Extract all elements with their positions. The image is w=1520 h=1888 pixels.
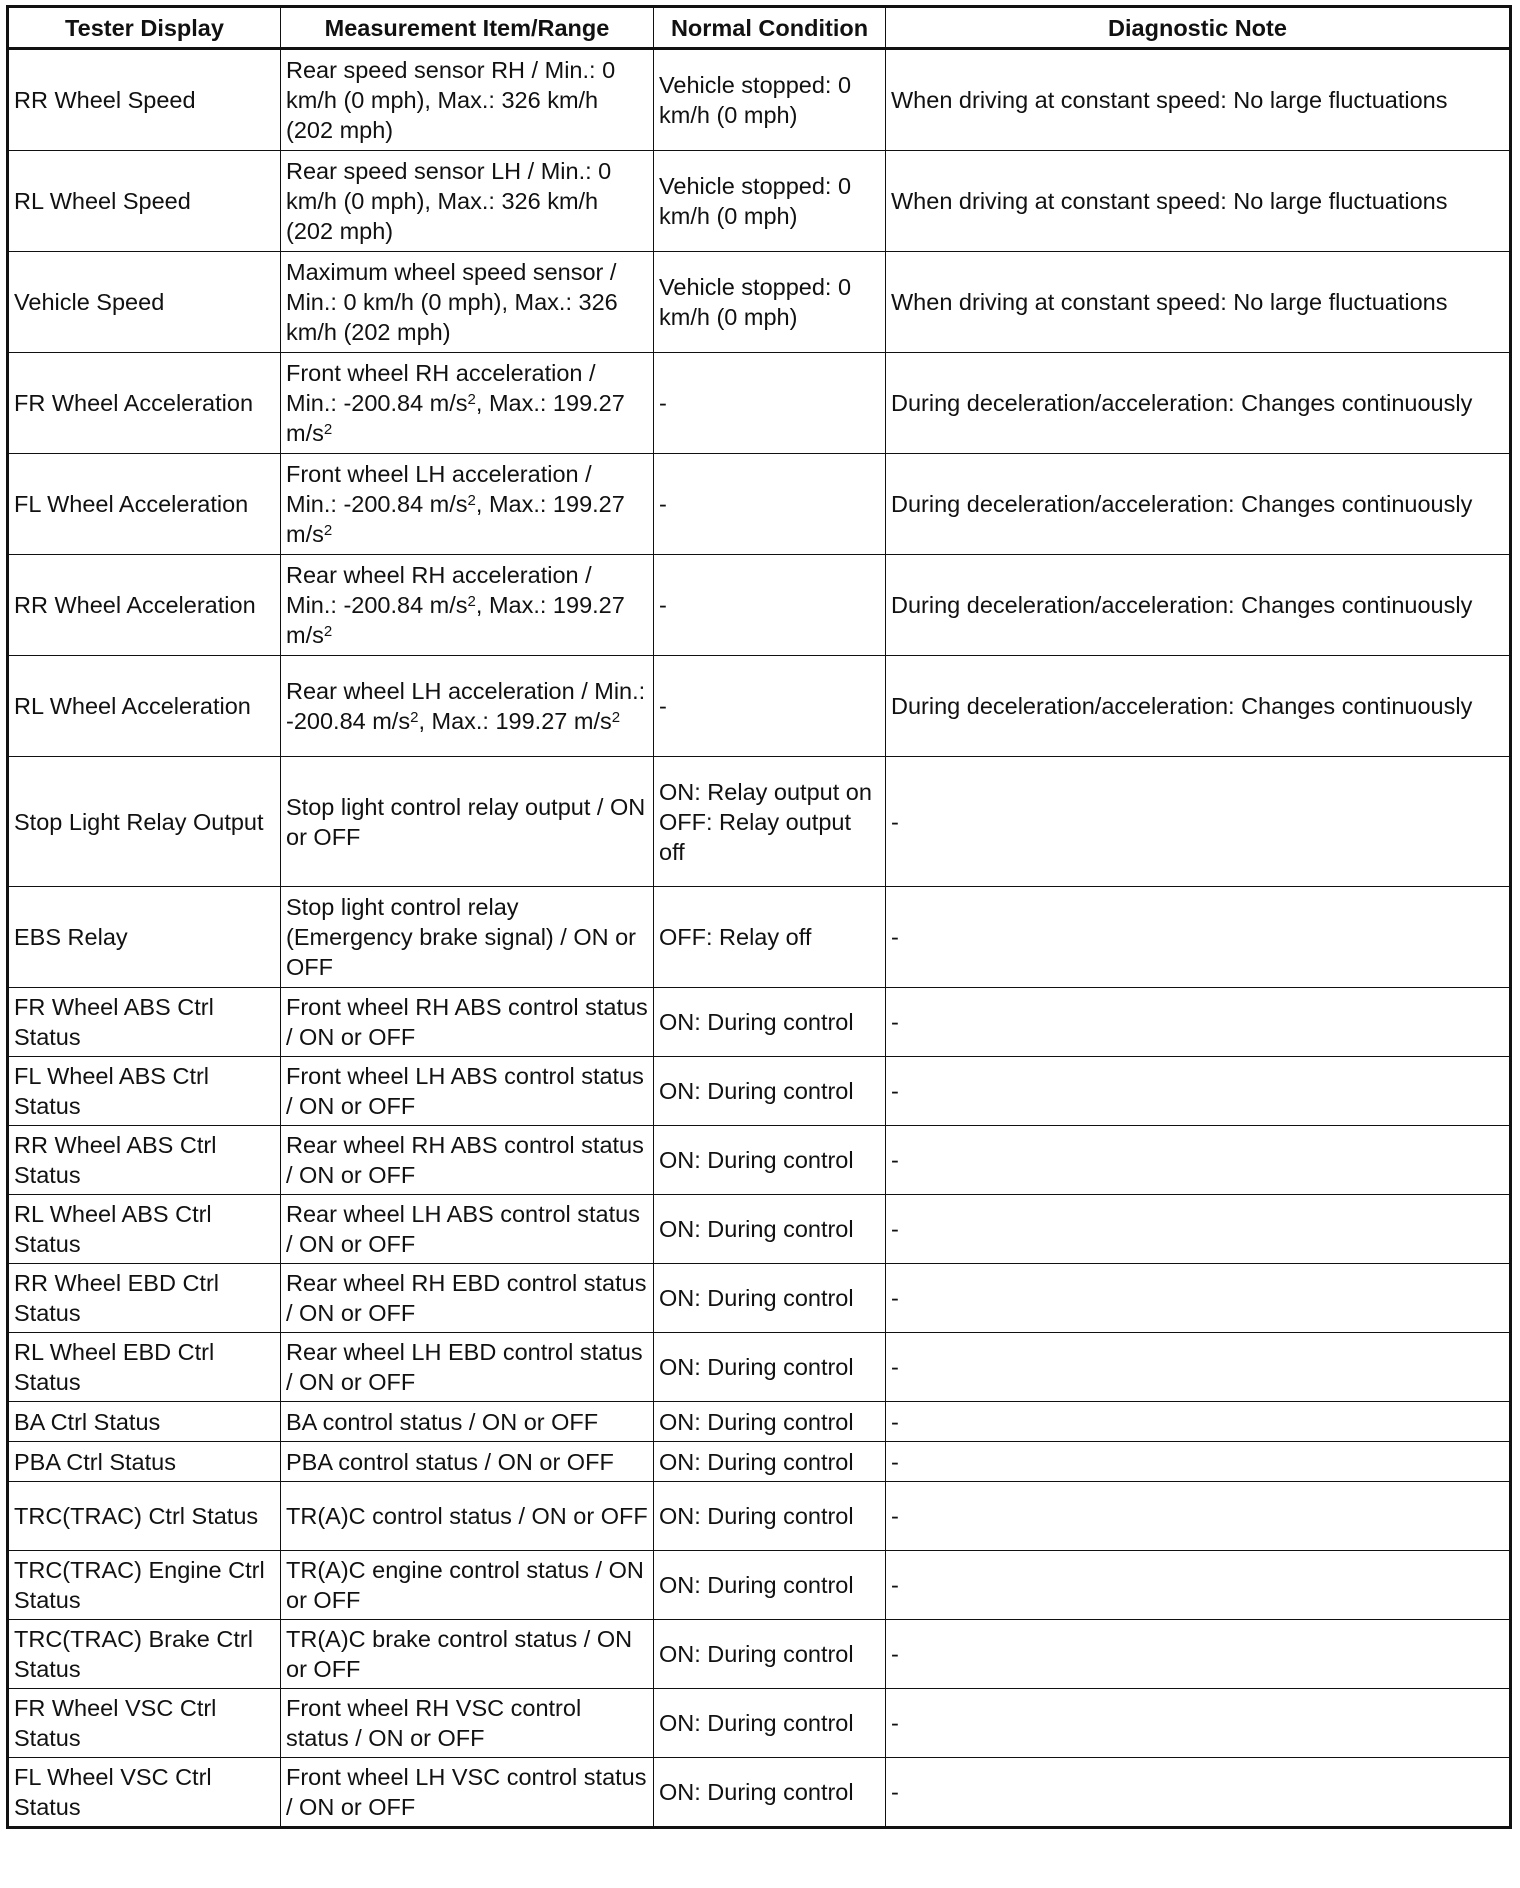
cell-measurement-range: Front wheel RH VSC control status / ON or OFF (281, 1689, 654, 1758)
cell-normal-condition: - (654, 353, 886, 454)
cell-normal-condition: ON: During control (654, 1126, 886, 1195)
table-row (8, 454, 1511, 555)
cell-measurement-range: Rear speed sensor RH / Min.: 0 km/h (0 mph), Max.: 326 km/h (202 mph) (281, 49, 654, 151)
cell-normal-condition: Vehicle stopped: 0 km/h (0 mph) (654, 252, 886, 353)
cell-measurement-range: Stop light control relay (Emergency brake signal) / ON or OFF (281, 887, 654, 988)
cell-tester-display: Vehicle Speed (8, 252, 281, 353)
cell-diagnostic-note: - (886, 1402, 1511, 1442)
table-row (8, 1402, 1511, 1442)
cell-normal-condition: - (654, 555, 886, 656)
cell-diagnostic-note: - (886, 887, 1511, 988)
cell-diagnostic-note: When driving at constant speed: No large fluctuations (886, 151, 1511, 252)
range-text-max: , Max.: 199.27 m/s (286, 491, 625, 547)
cell-tester-display: TRC(TRAC) Engine Ctrl Status (8, 1551, 281, 1620)
cell-tester-display: RL Wheel Speed (8, 151, 281, 252)
unit-exponent: 2 (410, 709, 419, 726)
cell-tester-display: RL Wheel Acceleration (8, 656, 281, 757)
cell-diagnostic-note: During deceleration/acceleration: Changes continuously (886, 454, 1511, 555)
cell-diagnostic-note: During deceleration/acceleration: Changes continuously (886, 353, 1511, 454)
table-header-row (8, 7, 1511, 49)
cell-tester-display: BA Ctrl Status (8, 1402, 281, 1442)
cell-normal-condition: - (654, 656, 886, 757)
cell-diagnostic-note: When driving at constant speed: No large fluctuations (886, 252, 1511, 353)
cell-normal-condition: Vehicle stopped: 0 km/h (0 mph) (654, 151, 886, 252)
cell-tester-display: RR Wheel Acceleration (8, 555, 281, 656)
cell-measurement-range (281, 353, 654, 454)
cell-diagnostic-note: During deceleration/acceleration: Changes continuously (886, 656, 1511, 757)
normal-condition-line: OFF: Relay output off (659, 808, 851, 865)
cell-measurement-range: Front wheel LH VSC control status / ON or OFF (281, 1758, 654, 1828)
table-row (8, 1758, 1511, 1828)
cell-measurement-range: Rear wheel RH ABS control status / ON or OFF (281, 1126, 654, 1195)
cell-measurement-range (281, 656, 654, 757)
table-row (8, 1620, 1511, 1689)
table-row (8, 1551, 1511, 1620)
cell-measurement-range: TR(A)C brake control status / ON or OFF (281, 1620, 654, 1689)
data-list-table (6, 5, 1512, 1829)
cell-diagnostic-note: When driving at constant speed: No large fluctuations (886, 49, 1511, 151)
cell-normal-condition: ON: During control (654, 1758, 886, 1828)
table-row (8, 887, 1511, 988)
cell-tester-display: TRC(TRAC) Ctrl Status (8, 1482, 281, 1551)
range-text-max: , Max.: 199.27 m/s (286, 390, 625, 446)
cell-normal-condition: - (654, 454, 886, 555)
cell-tester-display: RR Wheel ABS Ctrl Status (8, 1126, 281, 1195)
cell-tester-display: PBA Ctrl Status (8, 1442, 281, 1482)
unit-exponent: 2 (323, 522, 333, 539)
table-body (8, 49, 1511, 1828)
cell-tester-display: FL Wheel Acceleration (8, 454, 281, 555)
table-row (8, 1057, 1511, 1126)
cell-normal-condition: ON: During control (654, 1264, 886, 1333)
header-diagnostic-note: Diagnostic Note (886, 7, 1511, 49)
cell-tester-display: EBS Relay (8, 887, 281, 988)
header-measurement-item-range: Measurement Item/Range (281, 7, 654, 49)
table-row (8, 252, 1511, 353)
cell-normal-condition: ON: During control (654, 1442, 886, 1482)
table-row (8, 757, 1511, 887)
range-text-min: Front wheel RH acceleration / Min.: -200.84 m/s (286, 360, 596, 416)
cell-diagnostic-note: - (886, 1482, 1511, 1551)
cell-measurement-range: Rear wheel LH EBD control status / ON or OFF (281, 1333, 654, 1402)
unit-exponent: 2 (467, 391, 476, 408)
cell-normal-condition: ON: During control (654, 1482, 886, 1551)
table-row (8, 1126, 1511, 1195)
table-row (8, 555, 1511, 656)
cell-diagnostic-note: - (886, 1057, 1511, 1126)
cell-tester-display: FL Wheel VSC Ctrl Status (8, 1758, 281, 1828)
cell-tester-display: RR Wheel EBD Ctrl Status (8, 1264, 281, 1333)
cell-normal-condition: ON: During control (654, 1620, 886, 1689)
cell-diagnostic-note: - (886, 757, 1511, 887)
header-tester-display: Tester Display (8, 7, 281, 49)
unit-exponent: 2 (611, 709, 621, 726)
table-row (8, 353, 1511, 454)
cell-diagnostic-note: - (886, 1333, 1511, 1402)
table-row (8, 1264, 1511, 1333)
cell-diagnostic-note: - (886, 1442, 1511, 1482)
cell-tester-display: RL Wheel ABS Ctrl Status (8, 1195, 281, 1264)
range-text-max: , Max.: 199.27 m/s (418, 708, 612, 734)
table-row (8, 1689, 1511, 1758)
cell-measurement-range: Rear wheel LH ABS control status / ON or OFF (281, 1195, 654, 1264)
cell-normal-condition: ON: During control (654, 1195, 886, 1264)
cell-diagnostic-note: - (886, 988, 1511, 1057)
cell-measurement-range (281, 454, 654, 555)
cell-tester-display: Stop Light Relay Output (8, 757, 281, 887)
cell-measurement-range: BA control status / ON or OFF (281, 1402, 654, 1442)
cell-normal-condition: ON: During control (654, 988, 886, 1057)
cell-diagnostic-note: - (886, 1195, 1511, 1264)
table-row (8, 151, 1511, 252)
cell-measurement-range: TR(A)C control status / ON or OFF (281, 1482, 654, 1551)
cell-measurement-range: Maximum wheel speed sensor / Min.: 0 km/h (0 mph), Max.: 326 km/h (202 mph) (281, 252, 654, 353)
cell-tester-display: FR Wheel Acceleration (8, 353, 281, 454)
cell-normal-condition: Vehicle stopped: 0 km/h (0 mph) (654, 49, 886, 151)
cell-tester-display: FR Wheel VSC Ctrl Status (8, 1689, 281, 1758)
cell-diagnostic-note: During deceleration/acceleration: Changes continuously (886, 555, 1511, 656)
unit-exponent: 2 (323, 623, 333, 640)
cell-normal-condition: ON: During control (654, 1057, 886, 1126)
table-row (8, 1333, 1511, 1402)
table-row (8, 656, 1511, 757)
cell-measurement-range: Rear wheel RH EBD control status / ON or OFF (281, 1264, 654, 1333)
table-row (8, 1442, 1511, 1482)
unit-exponent: 2 (467, 593, 476, 610)
cell-diagnostic-note: - (886, 1264, 1511, 1333)
cell-normal-condition: OFF: Relay off (654, 887, 886, 988)
cell-measurement-range (281, 555, 654, 656)
cell-normal-condition: ON: During control (654, 1402, 886, 1442)
range-text-min: Rear wheel RH acceleration / Min.: -200.84 m/s (286, 562, 592, 618)
cell-measurement-range: Front wheel LH ABS control status / ON or OFF (281, 1057, 654, 1126)
table-row (8, 988, 1511, 1057)
unit-exponent: 2 (467, 492, 476, 509)
cell-normal-condition: ON: During control (654, 1689, 886, 1758)
cell-diagnostic-note: - (886, 1758, 1511, 1828)
table-row (8, 49, 1511, 151)
cell-diagnostic-note: - (886, 1551, 1511, 1620)
cell-diagnostic-note: - (886, 1689, 1511, 1758)
table-row (8, 1482, 1511, 1551)
cell-measurement-range: PBA control status / ON or OFF (281, 1442, 654, 1482)
cell-measurement-range: Stop light control relay output / ON or OFF (281, 757, 654, 887)
range-text-min: Rear wheel LH acceleration / Min.: -200.84 m/s (286, 678, 646, 734)
cell-normal-condition (654, 757, 886, 887)
normal-condition-line: ON: Relay output on (659, 778, 872, 805)
cell-normal-condition: ON: During control (654, 1551, 886, 1620)
cell-tester-display: FR Wheel ABS Ctrl Status (8, 988, 281, 1057)
range-text-min: Front wheel LH acceleration / Min.: -200.84 m/s (286, 461, 592, 517)
cell-measurement-range: TR(A)C engine control status / ON or OFF (281, 1551, 654, 1620)
cell-measurement-range: Front wheel RH ABS control status / ON or OFF (281, 988, 654, 1057)
unit-exponent: 2 (323, 421, 333, 438)
cell-normal-condition: ON: During control (654, 1333, 886, 1402)
cell-tester-display: RR Wheel Speed (8, 49, 281, 151)
cell-diagnostic-note: - (886, 1126, 1511, 1195)
range-text-max: , Max.: 199.27 m/s (286, 592, 625, 648)
table-row (8, 1195, 1511, 1264)
cell-tester-display: TRC(TRAC) Brake Ctrl Status (8, 1620, 281, 1689)
cell-diagnostic-note: - (886, 1620, 1511, 1689)
header-normal-condition: Normal Condition (654, 7, 886, 49)
cell-measurement-range: Rear speed sensor LH / Min.: 0 km/h (0 mph), Max.: 326 km/h (202 mph) (281, 151, 654, 252)
cell-tester-display: RL Wheel EBD Ctrl Status (8, 1333, 281, 1402)
cell-tester-display: FL Wheel ABS Ctrl Status (8, 1057, 281, 1126)
